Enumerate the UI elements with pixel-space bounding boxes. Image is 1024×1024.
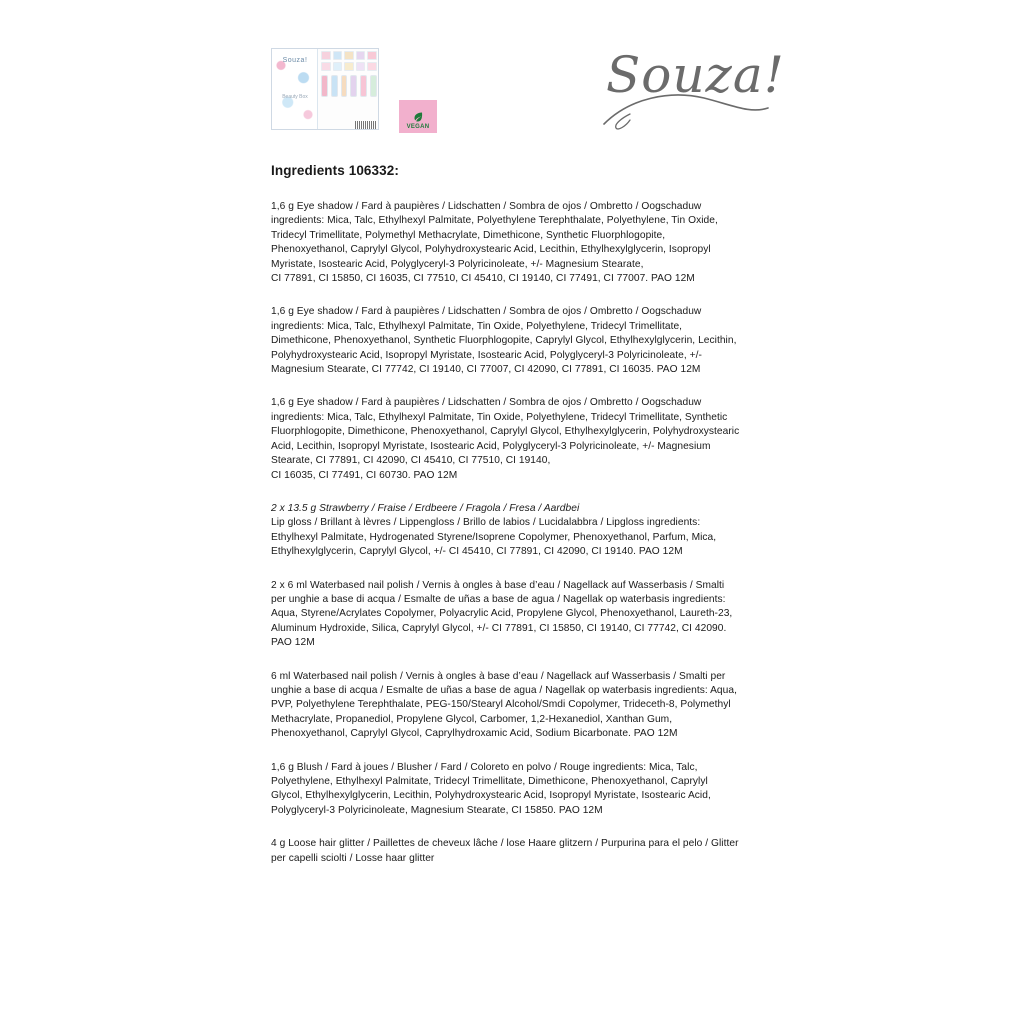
ingredients-document bbox=[271, 163, 741, 866]
pan-swatch bbox=[333, 62, 343, 71]
product-photo-pan-row bbox=[318, 49, 379, 60]
pan-swatch bbox=[367, 62, 377, 71]
pan-swatch bbox=[367, 51, 377, 60]
ingredient-text: 1,6 g Eye shadow / Fard à paupières / Lidschatten / Sombra de ojos / Ombretto / Oogschaduw ingredients: Mica, Talc, Ethylhexyl Palmitate, Polyethylene Terephthalate, Polyethylene, Tin Oxide, Tridecyl Trimellitate, Polymethyl Methacrylate, Dimethicone, Synthetic Fluorphlogopite, Phenoxyethanol, Caprylyl Glycol, Polyhydroxystearic Acid, Lecithin, Ethylhexylglycerin, Isopropyl Myristate, Isostearic Acid, Polyglyceryl-3 Polyricinoleate, +/- Magnesium Stearate, bbox=[271, 201, 718, 270]
tube-item bbox=[331, 75, 338, 97]
leaf-icon bbox=[412, 111, 424, 123]
ingredient-text: 2 x 6 ml Waterbased nail polish / Vernis à ongles à base d’eau / Nagellack auf Wasserbasis / Smalti per unghie a base di acqua / Esmalte de uñas a base de agua / Nagellak op waterbasis ingredients: Aqua, Styrene/Acrylates Copolymer, Polyacrylic Acid, Propylene Glycol, Phenoxyethanol, Laureth-23, Aluminum Hydroxide, Silica, Caprylyl Glycol, +/- CI 77891, CI 15850, CI 19140, CI 77742, CI 42090. PAO 12M bbox=[271, 579, 733, 649]
tube-item bbox=[350, 75, 357, 97]
page-header bbox=[0, 0, 1024, 150]
barcode-icon bbox=[355, 121, 377, 129]
vegan-badge-label: VEGAN bbox=[406, 124, 430, 130]
pan-swatch bbox=[356, 51, 366, 60]
product-photo bbox=[271, 48, 379, 130]
ingredient-text: 1,6 g Eye shadow / Fard à paupières / Lidschatten / Sombra de ojos / Ombretto / Oogschaduw ingredients: Mica, Talc, Ethylhexyl Palmitate, Tin Oxide, Polyethylene, Tridecyl Trimellitate, Synthetic Fluorphlogopite, Dimethicone, Phenoxyethanol, Caprylyl Glycol, Ethylhexylglycerin, Polyhydroxystearic Acid, Lecithin, Isopropyl Myristate, Isostearic Acid, Polyglyceryl-3 Polyricinoleate, +/- Magnesium Stearate, CI 77891, CI 42090, CI 45410, CI 77510, CI 19140, bbox=[271, 397, 740, 467]
ingredient-block-lip-gloss bbox=[271, 502, 741, 560]
vegan-badge-inner bbox=[399, 108, 437, 133]
vegan-badge bbox=[399, 100, 437, 133]
tube-item bbox=[341, 75, 348, 97]
ingredient-variant-line: 2 x 13.5 g Strawberry / Fraise / Erdbeere / Fragola / Fresa / Aardbei bbox=[271, 502, 580, 514]
ingredient-block-blush bbox=[271, 761, 741, 819]
ingredient-text: 1,6 g Blush / Fard à joues / Blusher / Fard / Coloreto en polvo / Rouge ingredients: Mica, Talc, Polyethylene, Ethylhexyl Palmitate, Tridecyl Trimellitate, Dimethicone, Phenoxyethanol, Caprylyl Glycol, Ethylhexylglycerin, Lecithin, Polyhydroxystearic Acid, Isopropyl Myristate, Isostearic Acid, Polyglyceryl-3 Polyricinoleate, Magnesium Stearate, CI 15850. PAO 12M bbox=[271, 761, 711, 816]
ingredient-colorants: CI 77891, CI 15850, CI 16035, CI 77510, CI 45410, CI 19140, CI 77491, CI 77007. PAO 12M bbox=[271, 273, 695, 285]
pan-swatch bbox=[356, 62, 366, 71]
logo-swash-icon bbox=[600, 84, 778, 130]
ingredient-text: Lip gloss / Brillant à lèvres / Lippengloss / Brillo de labios / Lucidalabbra / Lipgloss ingredients: Ethylhexyl Palmitate, Hydrogenated Styrene/Isoprene Copolymer, Phenoxyethanol, Parfum, Mica, Ethylhexylglycerin, Caprylyl Glycol, +/- CI 45410, CI 77891, CI 42090, CI 19140. PAO 12M bbox=[271, 517, 717, 558]
pan-swatch bbox=[321, 51, 331, 60]
product-photo-tray bbox=[318, 49, 379, 130]
ingredient-text: 6 ml Waterbased nail polish / Vernis à ongles à base d’eau / Nagellack auf Wasserbasis / Smalti per unghie a base di acqua / Esmalte de uñas a base de agua / Nagellak op waterbasis ingredients: Aqua, PVP, Polyethylene Terephthalate, PEG-150/Stearyl Alcohol/Smdi Copolymer, Trideceth-8, Polymethyl Methacrylate, Propanediol, Propylene Glycol, Carbomer, 1,2-Hexanediol, Xanthan Gum, Phenoxyethanol, Caprylyl Glycol, Caprylhydroxamic Acid, Sodium Bicarbonate. PAO 12M bbox=[271, 670, 737, 740]
brand-logo-text: Souza! bbox=[606, 46, 785, 104]
ingredient-block-nail-polish-single bbox=[271, 670, 741, 742]
tube-item bbox=[370, 75, 377, 97]
ingredient-block-eye-shadow-1 bbox=[271, 200, 741, 286]
ingredient-text: 4 g Loose hair glitter / Paillettes de cheveux lâche / lose Haare glitzern / Purpurina para el pelo / Glitter per capelli sciolti / Losse haar glitter bbox=[271, 838, 739, 864]
ingredient-text: 1,6 g Eye shadow / Fard à paupières / Lidschatten / Sombra de ojos / Ombretto / Oogschaduw ingredients: Mica, Talc, Ethylhexyl Palmitate, Tin Oxide, Polyethylene, Tridecyl Trimellitate, Dimethicone, Phenoxyethanol, Synthetic Fluorphlogopite, Caprylyl Glycol, Ethylhexylglycerin, Lecithin, Polyhydroxystearic Acid, Isopropyl Myristate, Isostearic Acid, Polyglyceryl-3 Polyricinoleate, +/- Magnesium Stearate, CI 77742, CI 19140, CI 77007, CI 42090, CI 77891, CI 16035. PAO 12M bbox=[271, 306, 737, 376]
product-photo-lid bbox=[272, 49, 318, 130]
ingredient-block-eye-shadow-3 bbox=[271, 396, 741, 482]
tube-item bbox=[360, 75, 367, 97]
pan-swatch bbox=[344, 51, 354, 60]
brand-logo bbox=[600, 40, 785, 130]
pan-swatch bbox=[321, 62, 331, 71]
ingredient-colorants: CI 16035, CI 77491, CI 60730. PAO 12M bbox=[271, 469, 458, 481]
ingredient-block-eye-shadow-2 bbox=[271, 305, 741, 377]
page-title: Ingredients 106332: bbox=[271, 163, 399, 178]
pan-swatch bbox=[333, 51, 343, 60]
ingredient-block-hair-glitter bbox=[271, 837, 741, 866]
product-photo-pan-row bbox=[318, 60, 379, 71]
pan-swatch bbox=[344, 62, 354, 71]
ingredient-block-nail-polish-duo bbox=[271, 579, 741, 651]
product-photo-tube-row bbox=[318, 71, 379, 97]
product-photo-sub-text: Beauty Box bbox=[282, 94, 308, 100]
product-photo-brand-text: Souza! bbox=[282, 57, 308, 64]
tube-item bbox=[321, 75, 328, 97]
